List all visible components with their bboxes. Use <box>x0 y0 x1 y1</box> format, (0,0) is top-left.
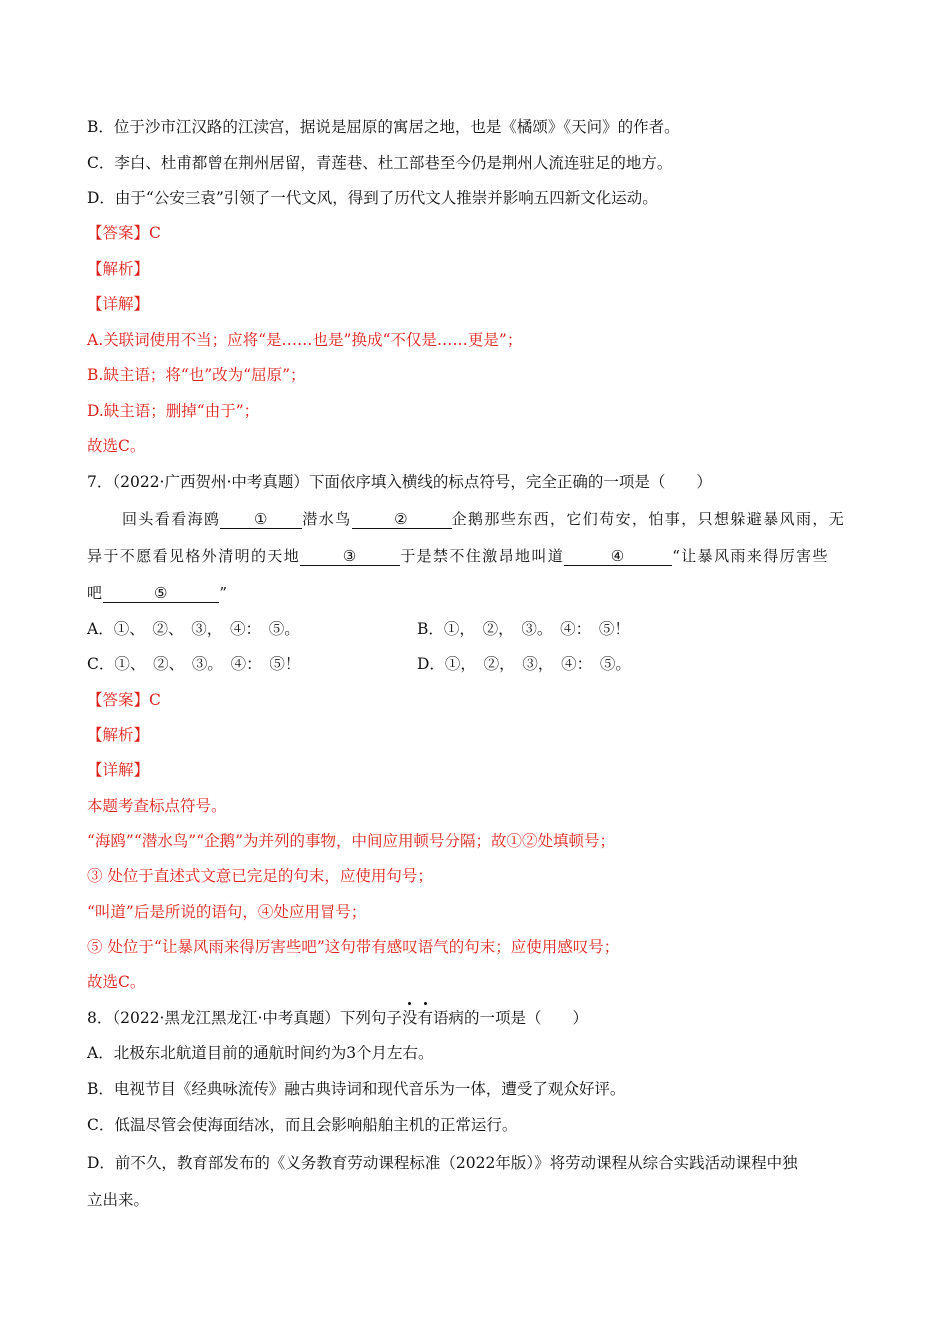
q7-detail-line: “叫道”后是所说的语句，④处应用冒号； <box>87 903 367 921</box>
q6-conclusion: 故选C。 <box>87 437 146 455</box>
q7-detail-line: ⑤ 处位于“让暴风雨来得厉害些吧”这句带有感叹语气的句末；应使用感叹号； <box>87 938 620 956</box>
q6-detail-line: B.缺主语；将“也”改为“屈原”； <box>87 366 306 384</box>
blank-1: ① <box>220 510 302 529</box>
q7-conclusion: 故选C。 <box>87 973 146 991</box>
q7-passage-line: 回头看看海鸥 ① 潜水鸟 ② 企鹅那些东西，它们苟安，怕事，只想躲避暴风雨，无 <box>122 510 846 528</box>
q7-passage-line: 异于不愿看见格外清明的天地 ③ 于是禁不住激昂地叫道 ④ “让暴风雨来得厉害些 <box>87 547 829 565</box>
q6-option-c: C．李白、杜甫都曾在荆州居留，青莲巷、杜工部巷至今仍是荆州人流连驻足的地方。 <box>87 154 673 172</box>
q8-option-b: B．电视节目《经典咏流传》融古典诗词和现代音乐为一体，遭受了观众好评。 <box>87 1080 626 1098</box>
q6-detail-line: A.关联词使用不当；应将“是……也是”换成“不仅是……更是”； <box>87 331 523 349</box>
q8-option-d: D．前不久，教育部发布的《义务教育劳动课程标准（2022年版）》将劳动课程从综合实践活动课程中独 <box>87 1154 798 1172</box>
blank-3: ③ <box>300 547 400 566</box>
q7-option-c: C．①、 ②、 ③。 ④： ⑤！ <box>87 655 301 673</box>
blank-5: ⑤ <box>103 584 219 603</box>
q7-passage-line: 吧 ⑤ ” <box>87 584 229 602</box>
q8-stem: 8．（2022·黑龙江黑龙江·中考真题）下列句子没有语病的一项是（ ） <box>87 1009 588 1027</box>
emphasis-char: 有 <box>417 1009 433 1027</box>
q7-analysis-heading: 【解析】 <box>87 726 150 744</box>
q6-option-d: D．由于“公安三袁”引领了一代文风，得到了历代文人推崇并影响五四新文化运动。 <box>87 189 658 207</box>
q7-option-b: B．①， ②， ③。 ④： ⑤！ <box>417 620 630 638</box>
q6-detail-heading: 【详解】 <box>87 295 150 313</box>
q6-analysis-heading: 【解析】 <box>87 260 150 278</box>
q7-stem: 7．（2022·广西贺州·中考真题）下面依序填入横线的标点符号，完全正确的一项是（ ） <box>87 473 712 491</box>
blank-2: ② <box>352 510 452 529</box>
q7-detail-line: ③ 处位于直述式文意已完足的句末，应使用句号； <box>87 867 433 885</box>
q6-answer: 【答案】C <box>87 224 161 242</box>
q8-option-c: C．低温尽管会使海面结冰，而且会影响船舶主机的正常运行。 <box>87 1116 518 1134</box>
q7-answer: 【答案】C <box>87 691 161 709</box>
q7-detail-heading: 【详解】 <box>87 761 150 779</box>
emphasis-char: 没 <box>401 1009 418 1027</box>
q7-option-a: A．①、 ②、 ③， ④： ⑤。 <box>87 620 300 638</box>
q6-detail-line: D.缺主语；删掉“由于”； <box>87 402 260 420</box>
q7-option-d: D．①， ②， ③， ④： ⑤。 <box>417 655 631 673</box>
q7-detail-line: 本题考查标点符号。 <box>87 797 227 815</box>
q6-option-b: B．位于沙市江汉路的江渎宫，据说是屈原的寓居之地，也是《橘颂》《天问》的作者。 <box>87 118 680 136</box>
q7-detail-line: “海鸥”“潜水鸟”“企鹅”为并列的事物，中间应用顿号分隔；故①②处填顿号； <box>87 832 616 850</box>
blank-4: ④ <box>564 547 672 566</box>
q8-option-a: A．北极东北航道目前的通航时间约为3个月左右。 <box>87 1044 434 1062</box>
q8-option-d-continued: 立出来。 <box>87 1191 150 1209</box>
